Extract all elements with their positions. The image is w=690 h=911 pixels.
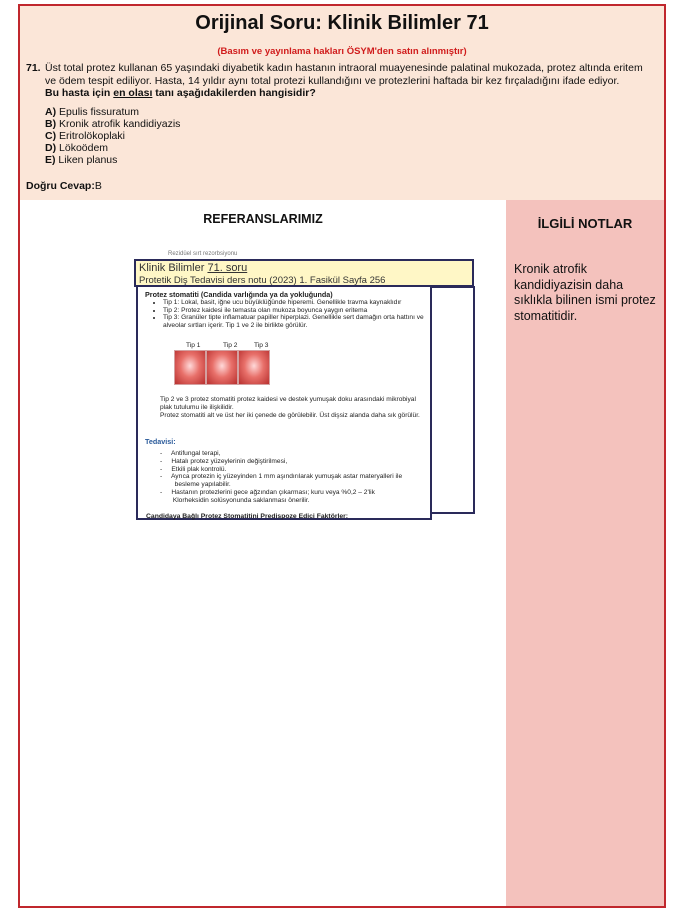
option-c: C) Eritrolökoplaki [45,130,125,142]
treatment-item: besleme yapılabilir. [160,481,231,489]
notes-text: Kronik atrofik kandidiyazisin daha sıklıkla bilinen ismi protez stomatitidir. [514,262,656,323]
doc-footer: Candidaya Bağlı Protez Stomatitini Predispoze Edici Faktörler: [146,513,349,520]
correct-answer: Doğru Cevap:B [26,180,102,192]
rights-notice: (Basım ve yayınlama hakları ÖSYM'den satın alınmıştır) [217,46,467,57]
treatment-item: - Ayrıca protezin iç yüzeyinden 1 mm aşındırılarak yumuşak astar materyalleri ile [160,473,403,481]
source-line-1: Klinik Bilimler 71. soru [139,262,248,274]
question-body: Üst total protez kullanan 65 yaşındaki diyabetik kadın hastanın intraoral muayenesinde palatinal mukozada, protez altında eritem ve ödem tespit ediliyor. Hasta, 14 yıldır aynı total protezi kullandığını ve protezlerini haftada bir kez fırçaladığını ifade ediyor. [45,62,643,87]
doc-heading: Protez stomatiti (Candida varlığında ya da yokluğunda) [145,290,333,299]
tip-label: Tip 1 [186,342,201,349]
option-b: B) Kronik atrofik kandidiyazis [45,118,181,130]
doc-paragraph: Protez stomatiti alt ve üst her iki çenede de görülebilir. Üst dişsiz alanda daha sık görülür. [160,411,420,419]
references-title: REFERANSLARIMIZ [203,212,323,226]
treatment-item: - Antifungal terapi, [160,450,221,457]
page-frame [18,4,666,908]
treatment-item: - Hastanın protezlerini gece ağzından çıkarması; kuru veya %0,2 – 2'lik [160,488,375,496]
option-a: A) Epulis fissuratum [45,106,139,118]
option-d: D) Lökoödem [45,142,109,154]
treatment-item: - Etkili plak kontrolü. [160,465,227,473]
notes-title: İLGİLİ NOTLAR [537,216,633,231]
treatment-item: Klorheksidin solüsyonunda saklanması önerilir. [160,496,310,504]
cut-off-text: Rezidüel sırt rezorbsiyonu [168,251,238,257]
doc-bullet: • Tip 1: Lokal, basit, iğne ucu büyüklüğünde hiperemi. Genellikle travma kaynaklıdır [163,299,427,307]
treatment-item: - Hatalı protez yüzeylerinin değiştirilmesi, [160,457,288,465]
option-e: E) Liken planus [45,154,118,166]
doc-bullet: • Tip 3: Granüler tipte inflamatuar papiller hiperplazi. Genellikle sert damağın orta hattını ve alveolar sırtları içerir. Tip 1 ve 2 ile birlikte görülür. [163,314,427,330]
question-number: 71. [26,62,41,74]
tip-label: Tip 3 [254,342,269,349]
source-line-2: Protetik Diş Tedavisi ders notu (2023) 1. Fasikül Sayfa 256 [139,275,386,286]
question-stem: Bu hasta için en olası tanı aşağıdakilerden hangisidir? [45,87,316,99]
page-title: Orijinal Soru: Klinik Bilimler 71 [195,12,489,34]
doc-bullet: • Tip 2: Protez kaidesi ile temasta olan mukoza boyunca yaygın eritema [163,307,427,315]
treatment-title: Tedavisi: [145,437,176,446]
doc-paragraph: Tip 2 ve 3 protez stomatiti protez kaidesi ve destek yumuşak doku arasındaki mikrobiyal plak tutulumu ile ilişkilidir. [160,396,416,411]
tip-label: Tip 2 [223,342,238,349]
